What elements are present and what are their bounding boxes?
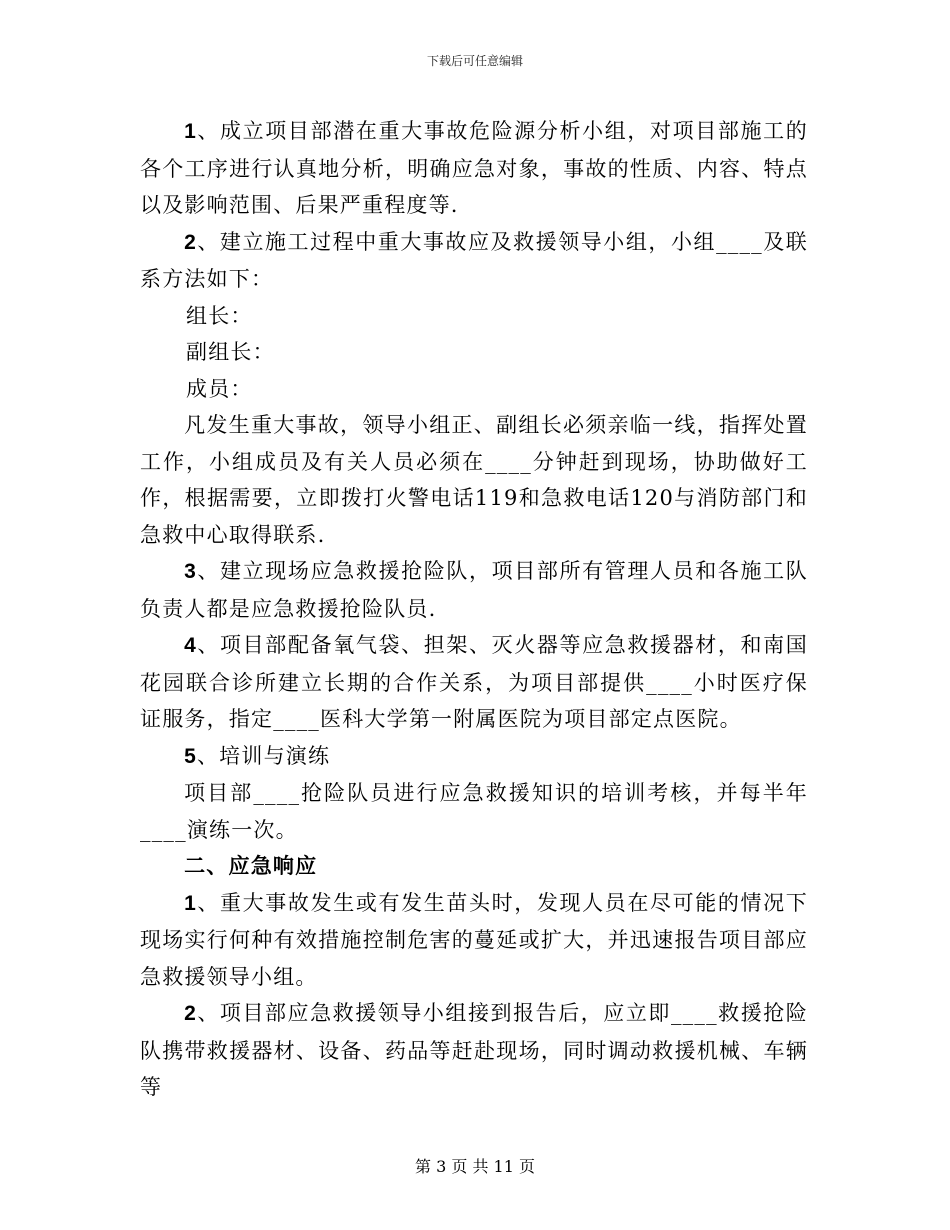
paragraph-text: 、项目部配备氧气袋、担架、灭火器等应急救援器材，和南国花园联合诊所建立长期的合作关系，为项目部提供 bbox=[140, 633, 808, 695]
paragraph-text: 及联系方法如下： bbox=[140, 229, 808, 291]
paragraph-4 bbox=[140, 627, 808, 738]
paragraph-text: 、成立项目部潜在重大事故危险源分析小组，对项目部施工的各个工序进行认真地分析，明确应急对象，事故的性质、内容、特点以及影响范围、后果严重程度等. bbox=[140, 119, 808, 217]
fill-blank: ____ bbox=[253, 781, 301, 805]
paragraph-emergency-duty bbox=[140, 407, 808, 553]
paragraph-2 bbox=[140, 224, 808, 298]
item-number: 1 bbox=[184, 891, 197, 915]
paragraph-text: 、培训与演练 bbox=[196, 743, 331, 768]
role-members: 成员： bbox=[186, 376, 253, 401]
paragraph-text: 演练一次。 bbox=[186, 817, 298, 842]
paragraph-text: 小时医疗保证服务，指定 bbox=[140, 670, 809, 731]
document-body bbox=[140, 113, 808, 1106]
paragraph-training bbox=[140, 775, 808, 848]
paragraph-3 bbox=[140, 553, 808, 627]
fill-blank: ____ bbox=[485, 449, 532, 474]
fill-blank: ____ bbox=[716, 229, 763, 254]
response-paragraph-2 bbox=[140, 995, 808, 1106]
paragraph-text: 、重大事故发生或有发生苗头时，发现人员在尽可能的情况下现场实行何种有效措施控制危害的蔓延或扩大，并迅速报告项目部应急救援领导小组。 bbox=[140, 890, 808, 989]
item-number: 4 bbox=[184, 634, 197, 657]
paragraph-text: 项目部 bbox=[184, 781, 254, 805]
paragraph-5 bbox=[140, 738, 808, 776]
role-deputy-leader: 副组长： bbox=[186, 340, 275, 364]
fill-blank: ____ bbox=[140, 817, 187, 842]
fill-blank: ____ bbox=[670, 1001, 718, 1025]
paragraph-text: 医科大学第一附属医院为项目部定点医院。 bbox=[320, 707, 742, 731]
page-footer: 第 3 页 共 11 页 bbox=[415, 1157, 535, 1176]
item-number: 1 bbox=[184, 120, 197, 143]
role-leader: 组长： bbox=[186, 303, 253, 328]
paragraph-text: 、建立现场应急救援抢险队，项目部所有管理人员和各施工队负责人都是应急救援抢险队员. bbox=[140, 559, 808, 621]
paragraph-text: 救援抢险队携带救援器材、设备、药品等赶赴现场，同时调动救援机械、车辆等 bbox=[140, 1001, 808, 1099]
paragraph-text: 、建立施工过程中重大事故应及救援领导小组，小组 bbox=[196, 229, 717, 254]
item-number: 2 bbox=[184, 1002, 197, 1025]
fill-blank: ____ bbox=[646, 670, 693, 695]
item-number: 3 bbox=[184, 560, 197, 583]
fill-blank: ____ bbox=[273, 707, 321, 731]
item-number: 5 bbox=[184, 744, 197, 768]
paragraph-text: 抢险队员进行应急救援知识的培训考核，并每半年 bbox=[300, 781, 808, 805]
item-number: 2 bbox=[184, 230, 197, 254]
paragraph-text: 分钟赶到现场，协助做好工作，根据需要，立即拨打火警电话119和急救电话120与消防部门和急救中心取得联系. bbox=[140, 449, 809, 547]
paragraph-text: 、项目部应急救援领导小组接到报告后，应立即 bbox=[196, 1001, 671, 1025]
page-header: 下载后可任意编辑 bbox=[426, 54, 523, 68]
paragraph-text: 凡发生重大事故，领导小组正、副组长必须亲临一线，指挥处置工作，小组成员及有关人员必须在 bbox=[140, 413, 808, 474]
response-paragraph-1 bbox=[140, 885, 808, 996]
paragraph-1 bbox=[140, 113, 808, 224]
section-heading: 二、应急响应 bbox=[184, 853, 318, 878]
